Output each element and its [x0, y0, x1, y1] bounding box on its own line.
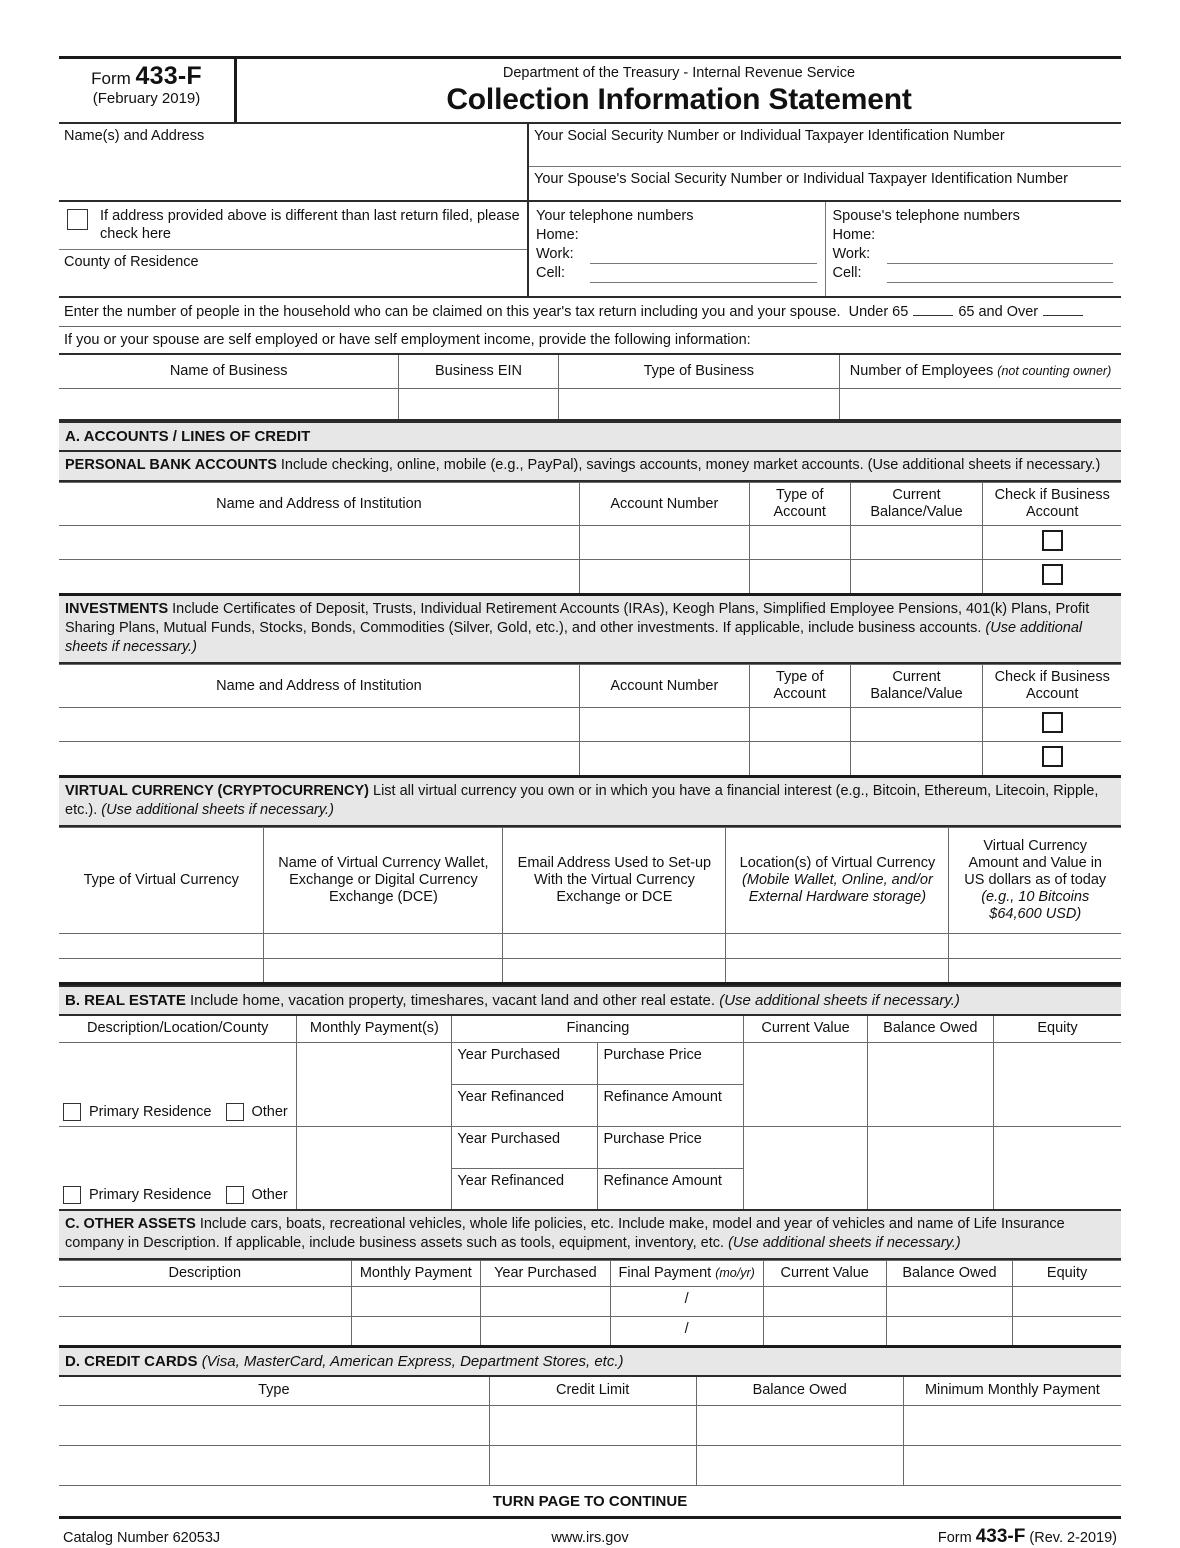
spouse-phone-work-row[interactable]: [833, 245, 1114, 264]
col-line: (e.g., 10 Bitcoins: [981, 889, 1090, 905]
table-header-row: [59, 1261, 1121, 1287]
col-business-ein: Business EIN: [399, 354, 558, 388]
form-label: Form: [91, 69, 131, 88]
col-check-business-account: Check if Business Account: [983, 665, 1121, 708]
cell-minimum-monthly-payment[interactable]: [903, 1405, 1121, 1445]
cell-monthly-payment[interactable]: [351, 1287, 481, 1317]
refinance-amount-label: Refinance Amount: [603, 1088, 722, 1105]
cell-amount-and-value[interactable]: [949, 959, 1121, 984]
page-footer: [59, 1519, 1121, 1548]
col-line: Type of Virtual Currency: [83, 872, 239, 888]
cell-final-payment[interactable]: [610, 1287, 763, 1317]
county-of-residence-label: County of Residence: [64, 254, 199, 270]
household-count-row: [59, 298, 1121, 327]
section-d-heading: D. CREDIT CARDS: [65, 1353, 198, 1370]
cell-number-of-employees[interactable]: [840, 388, 1121, 420]
table-row: [59, 934, 1121, 959]
cell-year-purchased[interactable]: [481, 1287, 611, 1317]
col-line: Virtual Currency: [983, 838, 1088, 854]
col-wallet-name: [264, 828, 503, 934]
cell-business-ein[interactable]: [399, 388, 558, 420]
primary-residence-label: Primary Residence: [89, 1103, 212, 1120]
investments-description-text: Include Certificates of Deposit, Trusts, Individual Retirement Accounts (IRAs), Keogh Plans, Simplified Employee Pensions, 401(k) Plans, Profit Sharing Plans, Mutual Funds, Stocks, Bonds, Commodities (Silver, Gold, etc.), and other investments. If applicable, include business accounts.: [65, 601, 1090, 636]
cell-type-of-account[interactable]: [749, 560, 850, 595]
address-different-checkbox[interactable]: [67, 209, 88, 230]
cell-description[interactable]: [59, 1287, 351, 1317]
col-line: With the Virtual Currency: [533, 872, 695, 888]
your-phone-work-label: Work:: [536, 246, 574, 262]
identity-block: [59, 124, 1121, 202]
cell-type-of-virtual-currency[interactable]: [59, 934, 264, 959]
investments-description: [59, 596, 1121, 664]
your-phone-cell-input[interactable]: [590, 268, 817, 283]
table-row: [59, 526, 1121, 560]
bank-accounts-description-text: Include checking, online, mobile (e.g., PayPal), savings accounts, money market accounts. (Use additional sheets if necessary.): [280, 457, 1101, 473]
spouse-phone-home-label: Home:: [832, 227, 876, 243]
col-line: Amount and Value in: [968, 855, 1102, 871]
your-phone-work-input[interactable]: [590, 249, 817, 264]
spouse-phone-cell-label: Cell:: [832, 265, 862, 281]
name-address-field[interactable]: [59, 124, 529, 200]
cell-institution[interactable]: [59, 526, 579, 560]
cell-amount-and-value[interactable]: [949, 934, 1121, 959]
cell-equity[interactable]: [1013, 1287, 1121, 1317]
cell-account-number[interactable]: [579, 526, 749, 560]
cell-equity[interactable]: [1013, 1317, 1121, 1347]
footer-form-id: [766, 1526, 1117, 1548]
col-number-of-employees-note: (not counting owner): [997, 363, 1112, 378]
col-balance-owed: Balance Owed: [867, 1016, 993, 1042]
cell-credit-limit[interactable]: [489, 1445, 696, 1485]
virtual-currency-table: [59, 827, 1121, 985]
col-final-payment-label: Final Payment: [618, 1265, 712, 1281]
col-institution: Name and Address of Institution: [59, 665, 579, 708]
cell-account-number[interactable]: [579, 742, 749, 777]
catalog-number: Catalog Number 62053J: [63, 1529, 221, 1546]
virtual-currency-description-text: List all virtual currency you own or in which you have a financial interest (e.g., Bitcoin, Ethereum, Litecoin, Ripple, etc.).: [65, 783, 1099, 818]
your-phone-home-input[interactable]: [590, 231, 817, 245]
year-purchased-label: Year Purchased: [457, 1130, 561, 1147]
section-c-description: Include cars, boats, recreational vehicles, whole life policies, etc. Include make, model and year of vehicles and name of Life Insurance company in Description. If applicable, include business assets such as tools, equipment, inventory, etc.: [65, 1216, 1065, 1251]
col-location: [726, 828, 949, 934]
col-monthly-payment: Monthly Payment: [351, 1261, 481, 1287]
table-row: [59, 708, 1121, 742]
residence-type-checkboxes[interactable]: [63, 1103, 292, 1121]
col-email-address: [503, 828, 726, 934]
investments-heading: INVESTMENTS: [65, 601, 169, 617]
self-employed-text: If you or your spouse are self employed or have self employment income, provide the following information:: [64, 332, 751, 348]
section-b-description: Include home, vacation property, timeshares, vacant land and other real estate.: [190, 992, 716, 1009]
table-row: [59, 959, 1121, 984]
col-name-of-business: Name of Business: [59, 354, 399, 388]
table-header-row: [59, 665, 1121, 708]
bank-accounts-description: [59, 452, 1121, 482]
col-line: Exchange (DCE): [329, 889, 438, 905]
cell-year-refinanced-1[interactable]: [452, 1084, 598, 1126]
cell-email-address[interactable]: [503, 934, 726, 959]
col-type: Type: [59, 1377, 489, 1405]
col-amount-and-value: [949, 828, 1121, 934]
county-of-residence-field[interactable]: [59, 250, 527, 296]
cell-type-of-account[interactable]: [749, 742, 850, 777]
col-line: Email Address Used to Set-up: [517, 855, 712, 871]
cell-type-of-business[interactable]: [558, 388, 839, 420]
cell-business-account-check[interactable]: [983, 742, 1121, 777]
your-phone-cell-row[interactable]: [536, 264, 817, 283]
residence-type-checkboxes[interactable]: [63, 1186, 292, 1204]
footer-form-prefix: Form: [937, 1529, 972, 1546]
irs-website[interactable]: www.irs.gov: [551, 1529, 629, 1546]
cell-type[interactable]: [59, 1405, 489, 1445]
form-revision-date: (February 2019): [92, 90, 201, 107]
cell-wallet-name[interactable]: [264, 959, 503, 984]
table-header-row: [59, 1016, 1121, 1042]
section-d-description-italic: (Visa, MasterCard, American Express, Department Stores, etc.): [201, 1353, 624, 1370]
cell-final-payment[interactable]: [610, 1317, 763, 1347]
cell-purchase-price-1[interactable]: [598, 1042, 744, 1084]
table-row: [59, 742, 1121, 777]
your-phone-home-label: Home:: [536, 227, 579, 243]
section-d-header: [59, 1348, 1121, 1377]
cell-year-purchased-2[interactable]: [452, 1126, 598, 1168]
col-credit-limit: Credit Limit: [489, 1377, 696, 1405]
cell-year-purchased[interactable]: [481, 1317, 611, 1347]
cell-balance-owed[interactable]: [696, 1445, 903, 1485]
col-type-of-account: Type of Account: [749, 665, 850, 708]
other-residence-label: Other: [251, 1187, 288, 1203]
other-residence-label: Other: [251, 1103, 288, 1120]
business-account-checkbox[interactable]: [1042, 564, 1063, 585]
col-monthly-payments: Monthly Payment(s): [297, 1016, 452, 1042]
cell-minimum-monthly-payment[interactable]: [903, 1445, 1121, 1485]
purchase-price-label: Purchase Price: [603, 1046, 702, 1063]
col-institution: Name and Address of Institution: [59, 483, 579, 526]
col-description-location-county: Description/Location/County: [59, 1016, 297, 1042]
business-account-checkbox[interactable]: [1042, 530, 1063, 551]
cell-type-of-account[interactable]: [749, 526, 850, 560]
virtual-currency-heading: VIRTUAL CURRENCY (CRYPTOCURRENCY): [65, 783, 369, 799]
col-line: Location(s) of Virtual Currency: [739, 855, 936, 871]
section-a-header: A. ACCOUNTS / LINES OF CREDIT: [59, 421, 1121, 452]
household-count-text: Enter the number of people in the household who can be claimed on this year's tax return including you and your spouse.: [64, 304, 841, 320]
form-sheet: [59, 56, 1121, 1548]
spouse-phone-block: [826, 202, 1122, 296]
cell-equity-2[interactable]: [994, 1126, 1121, 1210]
cell-current-balance[interactable]: [850, 742, 983, 777]
cell-balance-owed[interactable]: [886, 1287, 1012, 1317]
section-c-header: [59, 1211, 1121, 1260]
col-number-of-employees-label: Number of Employees: [849, 362, 994, 379]
col-balance-owed: Balance Owed: [886, 1261, 1012, 1287]
other-residence-checkbox[interactable]: [226, 1103, 244, 1121]
cell-year-purchased-1[interactable]: [452, 1042, 598, 1084]
col-year-purchased: Year Purchased: [481, 1261, 611, 1287]
cell-purchase-price-2[interactable]: [598, 1126, 744, 1168]
form-header: [59, 56, 1121, 124]
purchase-price-label: Purchase Price: [603, 1130, 702, 1147]
cell-institution[interactable]: [59, 742, 579, 777]
cell-name-of-business[interactable]: [59, 388, 399, 420]
col-line: Exchange or DCE: [556, 889, 673, 905]
cell-account-number[interactable]: [579, 708, 749, 742]
col-line: US dollars as of today: [964, 872, 1107, 888]
section-c-heading: C. OTHER ASSETS: [65, 1216, 196, 1232]
primary-residence-checkbox[interactable]: [63, 1103, 81, 1121]
real-estate-table: [59, 1016, 1121, 1211]
bank-accounts-table: [59, 482, 1121, 596]
department-line: Department of the Treasury - Internal Revenue Service: [502, 65, 856, 81]
table-row: [59, 1126, 1121, 1168]
cell-balance-owed-1[interactable]: [867, 1042, 993, 1126]
cell-current-value-1[interactable]: [744, 1042, 867, 1126]
address-phone-block: [59, 202, 1121, 298]
primary-residence-checkbox[interactable]: [63, 1186, 81, 1204]
your-phone-home-row[interactable]: [536, 226, 817, 245]
cell-current-value[interactable]: [763, 1287, 886, 1317]
cell-description[interactable]: [59, 1317, 351, 1347]
col-line: Name of Virtual Currency Wallet,: [278, 855, 489, 871]
col-equity: Equity: [1013, 1261, 1121, 1287]
other-residence-checkbox[interactable]: [226, 1186, 244, 1204]
page-title: Collection Information Statement: [446, 83, 912, 116]
cell-current-balance[interactable]: [850, 526, 983, 560]
section-b-description-italic: (Use additional sheets if necessary.): [719, 992, 960, 1009]
year-refinanced-label: Year Refinanced: [457, 1172, 565, 1189]
section-b-heading: B. REAL ESTATE: [65, 992, 186, 1009]
col-number-of-employees: [840, 354, 1121, 388]
spouse-phone-work-input[interactable]: [887, 249, 1114, 264]
cell-current-value-2[interactable]: [744, 1126, 867, 1210]
cell-institution[interactable]: [59, 708, 579, 742]
table-header-row: [59, 483, 1121, 526]
col-type-of-account: Type of Account: [749, 483, 850, 526]
col-balance-owed: Balance Owed: [696, 1377, 903, 1405]
col-line: (Mobile Wallet, Online, and/or: [742, 872, 933, 888]
cell-refinance-amount-2[interactable]: [598, 1168, 744, 1210]
your-phone-label: Your telephone numbers: [536, 208, 694, 224]
spouse-ssn-field[interactable]: [529, 167, 1121, 200]
table-header-row: [59, 354, 1121, 388]
form-title-block: [237, 59, 1121, 122]
address-county-block: [59, 202, 529, 296]
name-address-label: Name(s) and Address: [64, 128, 205, 144]
under-65-label: Under 65: [848, 304, 909, 320]
business-account-checkbox[interactable]: [1042, 712, 1063, 733]
over-65-label: 65 and Over: [958, 304, 1039, 320]
spouse-phone-work-label: Work:: [832, 246, 871, 262]
cell-monthly-payment[interactable]: [351, 1317, 481, 1347]
col-line: External Hardware storage): [748, 889, 927, 905]
cell-equity-1[interactable]: [994, 1042, 1121, 1126]
virtual-currency-description-italic: (Use additional sheets if necessary.): [101, 802, 334, 818]
your-phone-cell-label: Cell:: [536, 265, 566, 281]
cell-balance-owed[interactable]: [696, 1405, 903, 1445]
cell-email-address[interactable]: [503, 959, 726, 984]
col-account-number: Account Number: [579, 483, 749, 526]
col-current-balance: Current Balance/Value: [850, 483, 983, 526]
cell-type-of-virtual-currency[interactable]: [59, 959, 264, 984]
col-check-business-account: Check if Business Account: [983, 483, 1121, 526]
your-phone-work-row[interactable]: [536, 245, 817, 264]
section-c-description-italic: (Use additional sheets if necessary.): [728, 1235, 961, 1251]
cell-balance-owed[interactable]: [886, 1317, 1012, 1347]
investments-description-italic: (Use additional sheets if necessary.): [65, 620, 1083, 655]
cell-business-account-check[interactable]: [983, 526, 1121, 560]
your-ssn-field[interactable]: [529, 124, 1121, 167]
year-refinanced-label: Year Refinanced: [457, 1088, 565, 1105]
cell-institution[interactable]: [59, 560, 579, 595]
form-number-line: [63, 62, 230, 90]
cell-balance-owed-2[interactable]: [867, 1126, 993, 1210]
your-ssn-label: Your Social Security Number or Individual Taxpayer Identification Number: [534, 128, 1005, 144]
cell-business-account-check[interactable]: [983, 708, 1121, 742]
footer-form-number: 433-F: [975, 1525, 1026, 1547]
cell-type[interactable]: [59, 1445, 489, 1485]
table-row: [59, 560, 1121, 595]
spouse-phone-label: Spouse's telephone numbers: [832, 208, 1020, 224]
col-current-value: Current Value: [763, 1261, 886, 1287]
cell-residence-type-2[interactable]: [59, 1126, 297, 1210]
col-equity: Equity: [994, 1016, 1121, 1042]
cell-current-value[interactable]: [763, 1317, 886, 1347]
table-header-row: [59, 1377, 1121, 1405]
col-type-of-virtual-currency: [59, 828, 264, 934]
col-type-of-business: Type of Business: [558, 354, 839, 388]
col-account-number: Account Number: [579, 665, 749, 708]
credit-cards-table: [59, 1377, 1121, 1486]
business-account-checkbox[interactable]: [1042, 746, 1063, 767]
spouse-phone-home-input[interactable]: [887, 231, 1114, 245]
cell-refinance-amount-1[interactable]: [598, 1084, 744, 1126]
investments-table: [59, 664, 1121, 778]
spouse-phone-cell-row[interactable]: [833, 264, 1114, 283]
under-65-input[interactable]: [913, 303, 953, 316]
col-current-value: Current Value: [744, 1016, 867, 1042]
cell-credit-limit[interactable]: [489, 1405, 696, 1445]
virtual-currency-description: [59, 778, 1121, 827]
form-number: 433-F: [135, 62, 202, 90]
col-line: $64,600 USD): [989, 906, 1082, 922]
final-payment-slash: /: [684, 1291, 689, 1307]
cell-monthly-payment-1[interactable]: [297, 1042, 452, 1126]
section-b-header: [59, 985, 1121, 1016]
col-line: Exchange or Digital Currency: [289, 872, 478, 888]
footer-form-rev: (Rev. 2-2019): [1029, 1529, 1117, 1546]
table-row: [59, 1405, 1121, 1445]
primary-residence-label: Primary Residence: [89, 1187, 212, 1203]
cell-business-account-check[interactable]: [983, 560, 1121, 595]
turn-page-notice: TURN PAGE TO CONTINUE: [59, 1486, 1121, 1519]
table-row: [59, 388, 1121, 420]
over-65-input[interactable]: [1043, 303, 1083, 316]
col-minimum-monthly-payment: Minimum Monthly Payment: [903, 1377, 1121, 1405]
year-purchased-label: Year Purchased: [457, 1046, 561, 1063]
table-header-row: [59, 828, 1121, 934]
spouse-ssn-label: Your Spouse's Social Security Number or Individual Taxpayer Identification Number: [534, 171, 1068, 187]
refinance-amount-label: Refinance Amount: [603, 1172, 722, 1189]
other-assets-table: [59, 1260, 1121, 1348]
col-description: Description: [59, 1261, 351, 1287]
cell-location[interactable]: [726, 934, 949, 959]
spouse-phone-cell-input[interactable]: [887, 268, 1114, 283]
cell-residence-type-1[interactable]: [59, 1042, 297, 1126]
bank-accounts-heading: PERSONAL BANK ACCOUNTS: [65, 457, 277, 473]
col-final-payment-note: (mo/yr): [715, 1266, 755, 1280]
cell-account-number[interactable]: [579, 560, 749, 595]
col-current-balance: Current Balance/Value: [850, 665, 983, 708]
col-final-payment: [610, 1261, 763, 1287]
cell-year-refinanced-2[interactable]: [452, 1168, 598, 1210]
cell-location[interactable]: [726, 959, 949, 984]
business-table: [59, 353, 1121, 421]
form-number-block: [59, 59, 237, 122]
table-row: [59, 1317, 1121, 1347]
table-row: [59, 1287, 1121, 1317]
address-different-label: If address provided above is different than last return filed, please check here: [100, 208, 520, 242]
your-phone-block: [529, 202, 826, 296]
cell-monthly-payment-2[interactable]: [297, 1126, 452, 1210]
cell-wallet-name[interactable]: [264, 934, 503, 959]
table-row: [59, 1042, 1121, 1084]
spouse-phone-home-row[interactable]: [833, 226, 1114, 245]
table-row: [59, 1445, 1121, 1485]
cell-type-of-account[interactable]: [749, 708, 850, 742]
ssn-block: [529, 124, 1121, 200]
cell-current-balance[interactable]: [850, 560, 983, 595]
final-payment-slash: /: [684, 1321, 689, 1337]
address-different-row[interactable]: [59, 202, 527, 250]
col-financing: Financing: [452, 1016, 744, 1042]
cell-current-balance[interactable]: [850, 708, 983, 742]
phone-numbers-block: [529, 202, 1121, 296]
